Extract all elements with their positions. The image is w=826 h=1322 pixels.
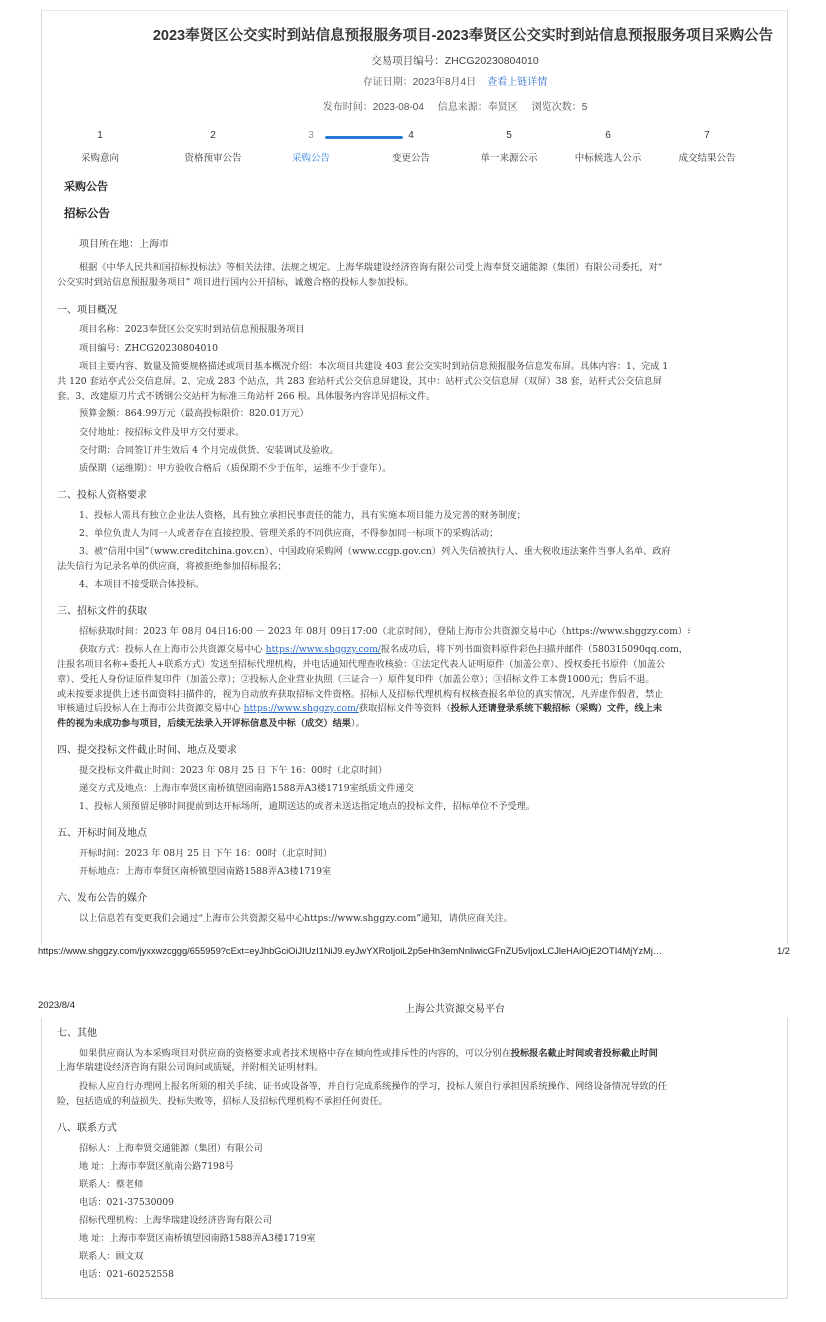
print-header-date: 2023/8/4 <box>38 1000 75 1011</box>
qualification-2: 2、单位负责人为同一人或者存在直接控股、管理关系的不同供应商，不得参加同一标项下的采购活动； <box>79 528 499 539</box>
views-label: 浏览次数： <box>531 102 582 113</box>
doc-acquire-line-4: 或未按要求提供上述书面资料扫描件的，视为自动放弃获取招标文件资格。招标人及招标代理机构有权核查报名单位的真实情况，凡弄虚作假者，禁止 <box>57 689 664 700</box>
other-line-1-prefix: 如果供应商认为本采购项目对供应商的资格要求或者技术规格中存在倾向性或排斥性的内容的，可以分别在 <box>79 1048 511 1059</box>
print-page-number: 1/2 <box>777 946 790 956</box>
project-content-3: 套。3、改建原刀片式不锈钢公交站杆为标准三角站杆 266 根。具体服务内容详见招标文件。 <box>57 391 436 402</box>
shggzy-link-2[interactable]: https://www.shggzy.com/ <box>243 703 359 714</box>
warranty-period: 质保期（运维期）：甲方验收合格后（质保期不少于伍年，运维不少于壹年）。 <box>79 463 392 474</box>
other-line-1-bold: 投标报名截止时间或者投标截止时间 <box>510 1048 658 1059</box>
other-line-2: 投标人应自行办理网上报名所须的相关手续、证书或设备等，并自行完成系统操作的学习，投标人须自行承担因系统操作、网络设备情况导致的任 <box>79 1081 667 1092</box>
delivery-period: 交付期：合同签订并生效后 4 个月完成供货、安装调试及验收。 <box>79 445 339 456</box>
doc-acquire-line-5-prefix: 审核通过后投标人在上海市公共资源交易中心 <box>57 703 244 714</box>
intro-line-2: 公交实时到站信息预报服务项目” 项目进行国内公开招标，诚邀合格的投标人参加投标。 <box>57 277 414 288</box>
section-5-heading: 五、开标时间及地点 <box>57 828 147 839</box>
other-line-1b: 上海华瑞建设经济咨询有限公司询问或质疑，并附相关证明材料。 <box>57 1062 324 1073</box>
trade-number <box>90 53 820 68</box>
step-prequalification[interactable]: 2 资格预审公告 <box>184 130 242 164</box>
step-procurement-notice[interactable]: 3 采购公告 <box>291 130 330 164</box>
cert-date <box>90 73 820 88</box>
qualification-3a: 3、被“信用中国”（www.creditchina.gov.cn）、中国政府采购网（www.ccgp.gov.cn）列入失信被执行人、重大税收违法案件当事人名单、政府 <box>79 546 671 557</box>
page2-frame <box>41 1018 788 1299</box>
section-3-heading: 三、招标文件的获取 <box>57 606 147 617</box>
submit-location: 递交方式及地点：上海市奉贤区南桥镇望园南路1588弄A3楼1719室纸质文件递交 <box>79 783 414 794</box>
project-content-1: 项目主要内容、数量及简要规格描述或项目基本概况介绍：本次项目共建设 403 套公交实时到站信息预报服务信息发布屏。具体内容：1、完成 1 <box>79 361 669 372</box>
step-winning-candidate[interactable]: 6 中标候选人公示 <box>574 130 642 164</box>
step-procurement-intent[interactable]: 1 采购意向 <box>80 130 119 164</box>
other-line-1 <box>79 1048 658 1060</box>
project-content-2: 共 120 套站亭式公交信息屏。2、完成 283 个站点，共 283 套站杆式公交信息屏建设，其中：站杆式公交信息屏（双屏）38 套，站杆式公交信息屏 <box>57 376 663 387</box>
section-2-heading: 二、投标人资格要求 <box>57 490 147 501</box>
contact-phone-2: 电话：021-60252558 <box>79 1269 174 1280</box>
doc-acquire-line-3: 章）、受托人身份证原件复印件（加盖公章）；②投标人企业营业执照（三证合一）原件复印件（加盖公章）；③招标文件工本费1000元；售后不退。 <box>57 674 655 685</box>
page-title: 2023奉贤区公交实时到站信息预报服务项目-2023奉贤区公交实时到站信息预报服务项目采购公告 <box>152 28 774 44</box>
doc-acquire-line-5 <box>57 703 662 715</box>
source-label: 信息来源： <box>437 102 488 113</box>
contact-person-2: 联系人：顾文双 <box>79 1251 144 1262</box>
budget-amount: 预算金额：864.99万元（最高投标限价：820.01万元） <box>79 408 309 419</box>
qualification-4: 4、本项目不接受联合体投标。 <box>79 579 205 590</box>
contact-phone-1: 电话：021-37530009 <box>79 1197 174 1208</box>
intro-line-1: 根据《中华人民共和国招标投标法》等相关法律、法规之规定。上海华瑞建设经济咨询有限公司受上海奉贤交通能源（集团）有限公司委托，对“ <box>79 262 663 273</box>
qualification-1: 1、投标人需具有独立企业法人资格，具有独立承担民事责任的能力，具有实施本项目能力及完善的财务制度； <box>79 510 526 521</box>
doc-acquire-line-2: 注报名项目名称+委托人+联系方式）发送至招标代理机构，并电话通知代理查收核验：①法定代表人证明原件（加盖公章）、授权委托书原件（加盖公 <box>57 659 665 670</box>
section-8-heading: 八、联系方式 <box>57 1123 117 1134</box>
contact-person-1: 联系人：蔡老师 <box>79 1179 144 1190</box>
section-title-procurement: 采购公告 <box>64 181 108 193</box>
doc-acquire-line-6-end: ）。 <box>351 718 365 729</box>
step-single-source[interactable]: 5 单一来源公示 <box>480 130 538 164</box>
step-change-notice[interactable]: 4 变更公告 <box>391 130 430 164</box>
publish-time-label: 发布时间： <box>322 102 373 113</box>
qualification-3b: 法失信行为记录名单的供应商，将被拒绝参加招标报名； <box>57 561 287 572</box>
source-value: 奉贤区 <box>487 102 518 113</box>
publish-info <box>90 98 820 113</box>
trade-number-value: ZHCG20230804010 <box>444 55 539 67</box>
project-number: 项目编号：ZHCG20230804010 <box>79 343 219 354</box>
doc-acquire-line-5-mid: 获取招标文件等资料（ <box>358 703 451 714</box>
doc-acquire-way-prefix: 获取方式：投标人在上海市公共资源交易中心 <box>79 644 266 655</box>
delivery-address: 交付地址：按招标文件及甲方交付要求。 <box>79 427 245 438</box>
project-name: 项目名称：2023奉贤区公交实时到站信息预报服务项目 <box>79 324 305 335</box>
contact-agent: 招标代理机构：上海华瑞建设经济咨询有限公司 <box>79 1215 272 1226</box>
section-4-heading: 四、提交投标文件截止时间、地点及要求 <box>57 745 237 756</box>
trade-number-label: 交易项目编号： <box>371 55 445 67</box>
contact-tenderer: 招标人：上海奉贤交通能源（集团）有限公司 <box>79 1143 263 1154</box>
shggzy-link-1[interactable]: https://www.shggzy.com/ <box>265 644 381 655</box>
section-title-tender: 招标公告 <box>64 208 110 220</box>
doc-acquire-line-6 <box>57 718 365 730</box>
process-steps <box>50 130 826 170</box>
doc-acquire-way <box>79 644 688 656</box>
doc-acquire-line-5-bold: 投标人还请登录系统下载招标（采购）文件，线上未 <box>450 703 663 714</box>
doc-acquire-time: 招标获取时间：2023 年 08月 04日16:00 － 2023 年 08月 09日17:00（北京时间），登陆上海市公共资源交易中心（https://www.shggzy.com）፣ <box>79 626 691 637</box>
contact-address-2: 地 址：上海市奉贤区南桥镇望园南路1588弄A3楼1719室 <box>79 1233 316 1244</box>
print-footer-url: https://www.shggzy.com/jyxxwzcggg/655959?cExt=eyJhbGciOiJIUzI1NiJ9.eyJwYXRoIjoiL2p5eHh3emNnliwicGFnZU5vIjoxLCJleHAiOjE2OTI4MjYzMj… <box>38 946 663 956</box>
doc-acquire-way-suffix: 报名成功后，将下列书面资料原件彩色扫描并邮件（580315090qq.com， <box>380 644 689 655</box>
publish-time: 2023-08-04 <box>372 102 424 113</box>
opening-time: 开标时间：2023 年 08月 25 日 下午 16：00时（北京时间） <box>79 848 333 859</box>
submit-deadline: 提交投标文件截止时间：2023 年 08月 25 日 下午 16：00时（北京时间） <box>79 765 388 776</box>
submit-note: 1、投标人须预留足够时间提前到达开标场所，逾期送达的或者未送达指定地点的投标文件，招标单位不予受理。 <box>79 801 536 812</box>
project-location: 项目所在地：上海市 <box>79 239 169 250</box>
section-6-heading: 六、发布公告的媒介 <box>57 893 147 904</box>
doc-acquire-line-6-bold: 件的视为未成功参与项目，后续无法录入开评标信息及中标（成交）结果 <box>57 718 351 729</box>
opening-location: 开标地点：上海市奉贤区南桥镇望园南路1588弄A3楼1719室 <box>79 866 332 877</box>
section-1-heading: 一、项目概况 <box>57 305 117 316</box>
views-count: 5 <box>581 102 588 113</box>
cert-date-label: 存证日期： <box>362 77 413 88</box>
cert-date-value: 2023年8月4日 <box>412 77 477 88</box>
contact-address-1: 地 址：上海市奉贤区航南公路7198号 <box>79 1161 234 1172</box>
print-header-site: 上海公共资源交易平台 <box>405 1004 505 1015</box>
step-deal-result[interactable]: 7 成交结果公告 <box>678 130 736 164</box>
media-note: 以上信息若有变更我们会通过“上海市公共资源交易中心https://www.shggzy.com”通知，请供应商关注。 <box>79 913 513 924</box>
chain-detail-link[interactable]: 查看上链详情 <box>487 77 548 88</box>
section-7-heading: 七、其他 <box>57 1028 97 1039</box>
other-line-2b: 险，包括造成的利益损失、投标失败等，招标人及招标代理机构不承担任何责任。 <box>57 1096 388 1107</box>
